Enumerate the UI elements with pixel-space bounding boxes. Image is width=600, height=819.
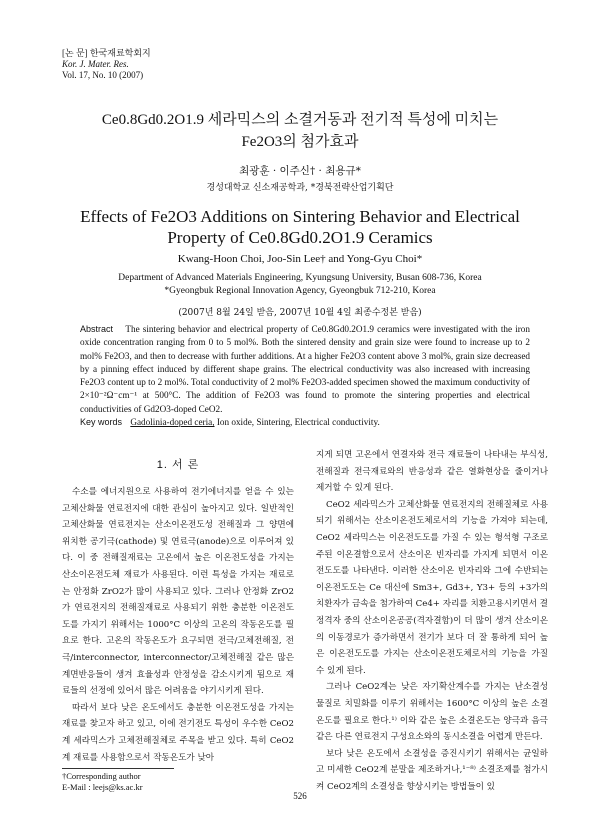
journal-name-en: Kor. J. Mater. Res.: [62, 59, 129, 69]
journal-volume: Vol. 17, No. 10 (2007): [62, 70, 144, 80]
english-authors: Kwang-Hoon Choi, Joo-Sin Lee† and Yong-Gyu Choi*: [177, 253, 423, 265]
footnote-divider: [62, 768, 174, 769]
footnote: [62, 771, 143, 792]
body-column-left: [62, 484, 294, 766]
english-title-line2: Property of Ce0.8Gd0.2O1.9 Ceramics: [167, 228, 433, 247]
keyword-link[interactable]: Gadolinia-doped ceria,: [130, 417, 215, 427]
received-dates: (2007년 8월 24일 받음, 2007년 10월 4일 최종수정본 받음): [178, 308, 422, 318]
footnote-email[interactable]: E-Mail : leejs@ks.ac.kr: [62, 781, 143, 792]
paragraph: CeO2 세라믹스가 고체산화물 연료전지의 전해질체로 사용되기 위해서는 산소이온전도체로서의 기능을 가져야 되는데, CeO2 세라믹스는 이온전도도를 가질 수 있는 형석형 구조로 주된 이온결함으로서 산소이온 빈자리를 가지게 되면서 이온전도도를 나타낸다. 이러한 산소이온 빈자리와 그에 수반되는 이온전도도는 Ce 대신에 Sm3+, Gd3+, Y3+ 등의 +3가의 치환자가 금속을 첨가하여 Ce4+ 자리를 치환고용시키면서 결정격자 중의 산소이온공공(격자결함)이 더 많이 생겨 산소이온의 이동경로가 증가하면서 전기가 보다 더 잘 통하게 되어 높은 이온전도도를 가지는 산소이온전도체로서의 기능을 가질 수 있게 된다.: [316, 499, 548, 676]
section-heading: 1. 서 론: [156, 459, 200, 471]
korean-title: [0, 109, 600, 153]
korean-title-line1: Ce0.8Gd0.2O1.9 세라믹스의 소결거동과 전기적 특성에 미치는: [101, 112, 499, 128]
paragraph: 그러나 CeO2계는 낮은 자기확산계수를 가지는 난소결성 물질로 치밀화를 이루기 위해서는 1600°C 이상의 높은 소결온도를 필요로 한다.¹⁾ 이와 같은 높은 소결온도는 양극과 음극 같은 다른 연료전지 구성요소와의 동시소결을 어렵게 만든다.: [316, 682, 548, 743]
journal-name-ko: [논 문] 한국재료학회지: [62, 48, 151, 58]
english-title-line1: Effects of Fe2O3 Additions on Sintering Behavior and Electrical: [80, 207, 520, 226]
english-affiliation: [0, 272, 600, 298]
keywords: [80, 417, 530, 427]
korean-title-line2: Fe2O3의 첨가효과: [241, 134, 359, 150]
keywords-label: Key words: [80, 417, 123, 427]
english-affiliation-line2: *Gyeongbuk Regional Innovation Agency, Gyeongbuk 712-210, Korea: [164, 286, 436, 296]
journal-header: [62, 48, 151, 81]
page-number: 526: [293, 791, 307, 801]
english-affiliation-line1: Department of Advanced Materials Engineering, Kyungsung University, Busan 608-736, Korea: [118, 273, 482, 283]
paragraph: 수소를 에너지원으로 사용하여 전기에너지를 얻을 수 있는 고체산화물 연료전지에 대한 관심이 높아지고 있다. 일반적인 고체산화물 연료전지는 산소이온전도성 전해질과 그 양면에 위치한 공기극(cathode) 및 연료극(anode)으로 이루어져 있다. 이 중 전해질재료는 고온에서 높은 이온전도성을 가지는 산소이온전도체 재료가 사용된다. 이런 특성을 가지는 재료로는 안정화 ZrO2가 많이 사용되고 있다. 그러나 안정화 ZrO2가 연료전지의 전해질재료로 사용되기 위한 충분한 이온전도도를 가지기 위해서는 1000°C 이상의 고온의 작동온도를 필요로 한다. 고온의 작동온도가 요구되면 전극/고체전해질, 전극/interconnector, interconnector/고체전해질 같은 많은 계면반응들이 생겨 효율성과 안정성을 감소시키게 됨으로 재료들의 선정에 있어서 많은 어려움을 야기시키게 된다.: [62, 487, 294, 697]
korean-authors: 최광훈 · 이주신† · 최용규*: [239, 165, 361, 177]
paragraph: 지게 되면 고온에서 연결자와 전극 재료들이 나타내는 부식성, 전해질과 전극재료와의 반응성과 같은 열화현상을 줄이거나 제거할 수 있게 된다.: [316, 450, 548, 494]
english-title: [0, 206, 600, 248]
footnote-corresponding: †Corresponding author: [62, 771, 141, 781]
body-column-right: [316, 447, 548, 795]
abstract-text: The sintering behavior and electrical property of Ce0.8Gd0.2O1.9 ceramics were investigated with the iron oxide concentration ranging from 0 to 5 mol%. Both the sintered density and grain size were found to increase up to 2 mol% Fe2O3, and then to decrease with further additions. At a higher Fe2O3 content above 3 mol%, grain size decreased by a pinning effect induced by different shape grains. The electrical conductivity was also increased with increasing Fe2O3 content up to 2 mol%. Total conductivity of 2 mol% Fe2O3-added specimen showed the maximum conductivity of 2×10⁻²Ω⁻cm⁻¹ at 500°C. The addition of Fe2O3 was found to promote the sintering properties and electrical conductivities of Gd2O3-doped CeO2.: [80, 324, 530, 414]
abstract: [80, 323, 530, 416]
keywords-rest: Ion oxide, Sintering, Electrical conductivity.: [214, 417, 380, 427]
paragraph: 따라서 보다 낮은 온도에서도 충분한 이온전도성을 가지는 재료를 찾고자 하고 있고, 이에 전기전도 특성이 우수한 CeO2계 세라믹스가 고체전해질체로 주목을 받고 있다. 특히 CeO2계 재료를 사용함으로서 작동온도가 낮아: [62, 702, 294, 763]
abstract-label: Abstract: [80, 324, 114, 334]
korean-affiliation: 경성대학교 신소재공학과, *경북전략산업기획단: [206, 183, 394, 193]
paragraph: 보다 낮은 온도에서 소결성을 증진시키기 위해서는 균일하고 미세한 CeO2계 분말을 제조하거나,¹⁻⁸⁾ 소결조제를 첨가시켜 CeO2계의 소결성을 향상시키는 방법들이 있: [316, 748, 548, 792]
